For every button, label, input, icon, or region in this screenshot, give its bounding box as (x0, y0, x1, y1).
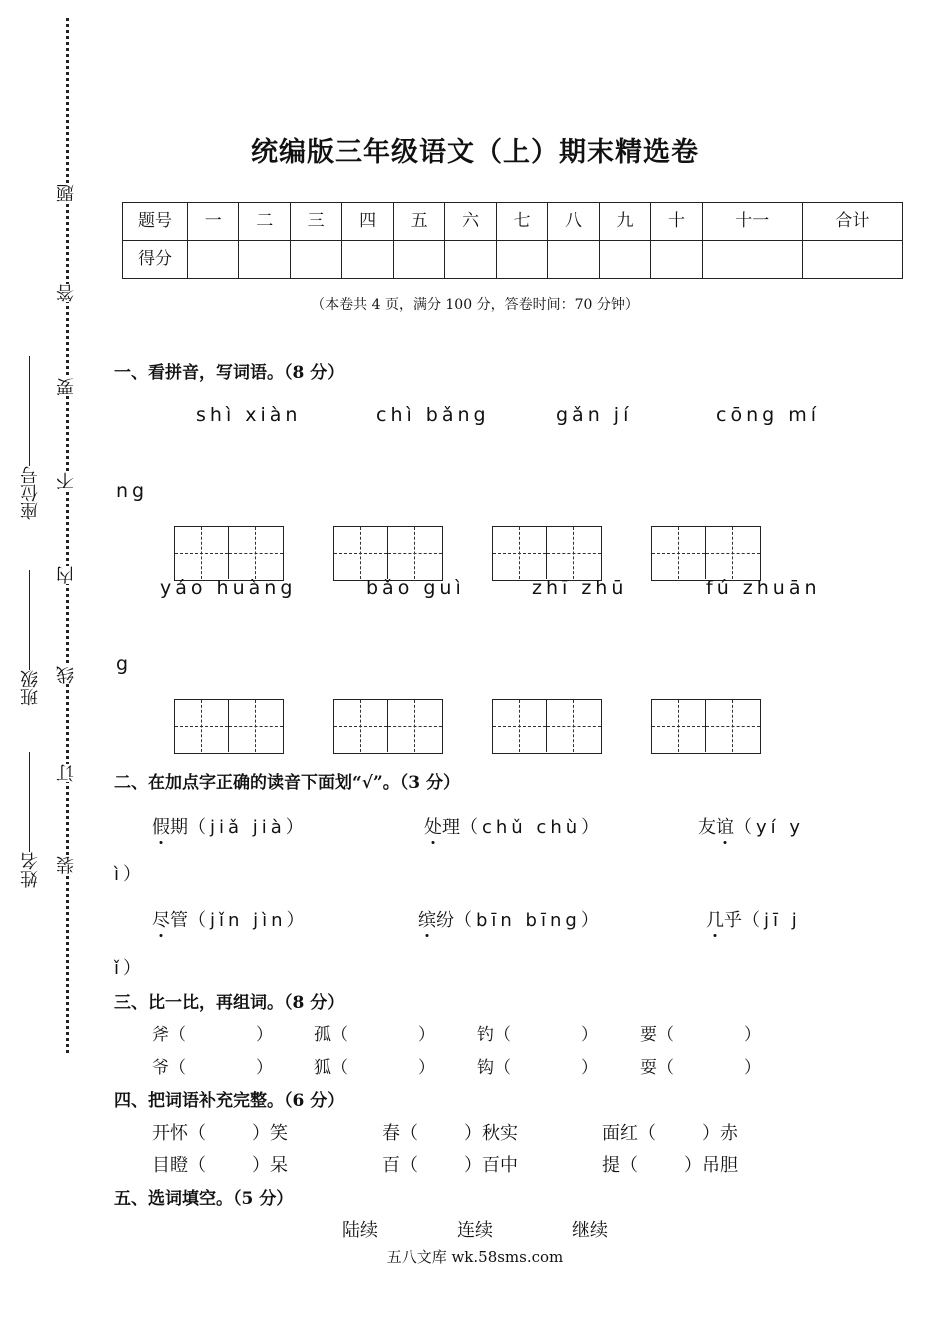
compare-word[interactable]: 孤（ ） (314, 1025, 435, 1045)
compare-word[interactable]: 要（ ） (640, 1025, 761, 1045)
section-1-heading: 一、看拼音，写词语。（8 分） (114, 363, 345, 383)
dotted-char: 几 (706, 910, 724, 931)
name-label: 姓名 (20, 852, 41, 888)
score-input-cell[interactable] (802, 241, 902, 279)
word-choice: 连续 (457, 1220, 493, 1241)
dotted-char: 尽 (152, 910, 170, 931)
footer-watermark: 五八文库 wk.58sms.com (386, 1248, 564, 1266)
section-2-heading: 二、在加点字正确的读音下面划“√”。（3 分） (114, 773, 460, 793)
seat-number-field[interactable] (22, 340, 42, 520)
dotted-char: 处 (424, 817, 442, 838)
writing-grid[interactable] (333, 699, 443, 754)
pronunciation-item[interactable]: 尽管（jǐn jìn） (152, 910, 309, 931)
binding-char: 装 (56, 856, 77, 874)
score-input-cell[interactable] (599, 241, 650, 279)
dotted-char: 缤 (418, 910, 436, 931)
idiom-item[interactable]: 开怀（ ）笑 (152, 1123, 288, 1144)
writing-grid[interactable] (651, 526, 761, 581)
class-field[interactable] (22, 556, 42, 706)
compare-word[interactable]: 耍（ ） (640, 1058, 761, 1078)
pinyin-options: （yí y (734, 817, 805, 838)
pinyin-options: （jǐn jìn） (188, 910, 309, 931)
seat-number-label: 座位号 (20, 466, 41, 520)
binding-char: 不 (56, 472, 77, 490)
writing-grid[interactable] (174, 526, 284, 581)
table-cell: 合计 (802, 203, 902, 241)
pinyin-options: （jī j (742, 910, 801, 931)
compare-word[interactable]: 钓（ ） (477, 1025, 598, 1045)
writing-grid[interactable] (492, 526, 602, 581)
score-table (122, 202, 903, 279)
binding-char: 题 (56, 184, 77, 202)
table-cell: 八 (548, 203, 599, 241)
table-cell: 九 (599, 203, 650, 241)
section-4-heading: 四、把词语补充完整。（6 分） (114, 1091, 345, 1111)
table-cell: 得分 (123, 241, 188, 279)
table-cell: 三 (290, 203, 341, 241)
table-cell: 十一 (702, 203, 802, 241)
score-input-cell[interactable] (393, 241, 444, 279)
score-input-cell[interactable] (445, 241, 496, 279)
pinyin-word: zhī zhū (532, 577, 628, 599)
table-cell: 一 (188, 203, 239, 241)
pinyin-word: shì xiàn (196, 404, 302, 426)
pronunciation-item[interactable]: 缤纷（bīn bīng） (418, 910, 603, 931)
pinyin-word: gǎn jí (556, 404, 633, 426)
score-input-cell[interactable] (496, 241, 547, 279)
class-label: 班级 (20, 670, 41, 706)
pinyin-word: bǎo guì (366, 577, 465, 599)
word-choice: 继续 (572, 1220, 608, 1241)
pinyin-wrap: ng (116, 480, 149, 502)
pinyin-wrap: ì） (114, 864, 146, 885)
pinyin-word: chì bǎng (376, 404, 490, 426)
pronunciation-item[interactable]: 友谊（yí y (698, 817, 805, 838)
idiom-item[interactable]: 提（ ）吊胆 (602, 1155, 738, 1176)
section-5-heading: 五、选词填空。（5 分） (114, 1189, 294, 1209)
compare-word[interactable]: 爷（ ） (152, 1058, 273, 1078)
score-input-cell[interactable] (651, 241, 702, 279)
idiom-item[interactable]: 春（ ）秋实 (382, 1123, 518, 1144)
pinyin-word: cōng mí (716, 404, 820, 426)
pronunciation-item[interactable]: 假期（jiǎ jià） (152, 817, 308, 838)
page-title: 统编版三年级语文（上）期末精选卷 (251, 137, 699, 168)
binding-dotted-line (66, 18, 69, 1053)
binding-char: 内 (56, 566, 77, 584)
pinyin-options: （jiǎ jià） (188, 817, 308, 838)
section-3-heading: 三、比一比，再组词。（8 分） (114, 993, 345, 1013)
exam-note: （本卷共 4 页，满分 100 分，答卷时间：70 分钟） (311, 297, 639, 313)
compare-word[interactable]: 狐（ ） (314, 1058, 435, 1078)
pinyin-options: （bīn bīng） (454, 910, 603, 931)
score-input-cell[interactable] (702, 241, 802, 279)
dotted-char: 假 (152, 817, 170, 838)
table-cell: 十 (651, 203, 702, 241)
score-input-cell[interactable] (188, 241, 239, 279)
table-cell: 四 (342, 203, 393, 241)
idiom-item[interactable]: 面红（ ）赤 (602, 1123, 738, 1144)
table-cell: 题号 (123, 203, 188, 241)
writing-grid[interactable] (651, 699, 761, 754)
idiom-item[interactable]: 百（ ）百中 (382, 1155, 518, 1176)
binding-char: 要 (56, 378, 77, 396)
score-input-cell[interactable] (548, 241, 599, 279)
table-cell: 六 (445, 203, 496, 241)
word-choice: 陆续 (342, 1220, 378, 1241)
pinyin-word: yáo huàng (160, 577, 297, 599)
writing-grid[interactable] (333, 526, 443, 581)
dotted-char: 谊 (716, 817, 734, 838)
binding-char: 订 (56, 764, 77, 782)
pronunciation-item[interactable]: 几乎（jī j (706, 910, 801, 931)
table-cell: 二 (239, 203, 290, 241)
score-input-cell[interactable] (290, 241, 341, 279)
name-field[interactable] (22, 738, 42, 888)
pinyin-word: fú zhuān (706, 577, 821, 599)
idiom-item[interactable]: 目瞪（ ）呆 (152, 1155, 288, 1176)
score-header-row (123, 203, 903, 241)
table-cell: 七 (496, 203, 547, 241)
writing-grid[interactable] (174, 699, 284, 754)
compare-word[interactable]: 钩（ ） (477, 1058, 598, 1078)
score-input-cell[interactable] (239, 241, 290, 279)
pinyin-wrap: g (116, 653, 133, 675)
binding-char: 答 (56, 284, 77, 302)
score-row (123, 241, 903, 279)
binding-char: 线 (56, 666, 77, 684)
pinyin-wrap: ǐ） (114, 958, 146, 979)
compare-word[interactable]: 斧（ ） (152, 1025, 273, 1045)
pronunciation-item[interactable]: 处理（chǔ chù） (424, 817, 604, 838)
table-cell: 五 (393, 203, 444, 241)
score-input-cell[interactable] (342, 241, 393, 279)
pinyin-options: （chǔ chù） (460, 817, 604, 838)
writing-grid[interactable] (492, 699, 602, 754)
